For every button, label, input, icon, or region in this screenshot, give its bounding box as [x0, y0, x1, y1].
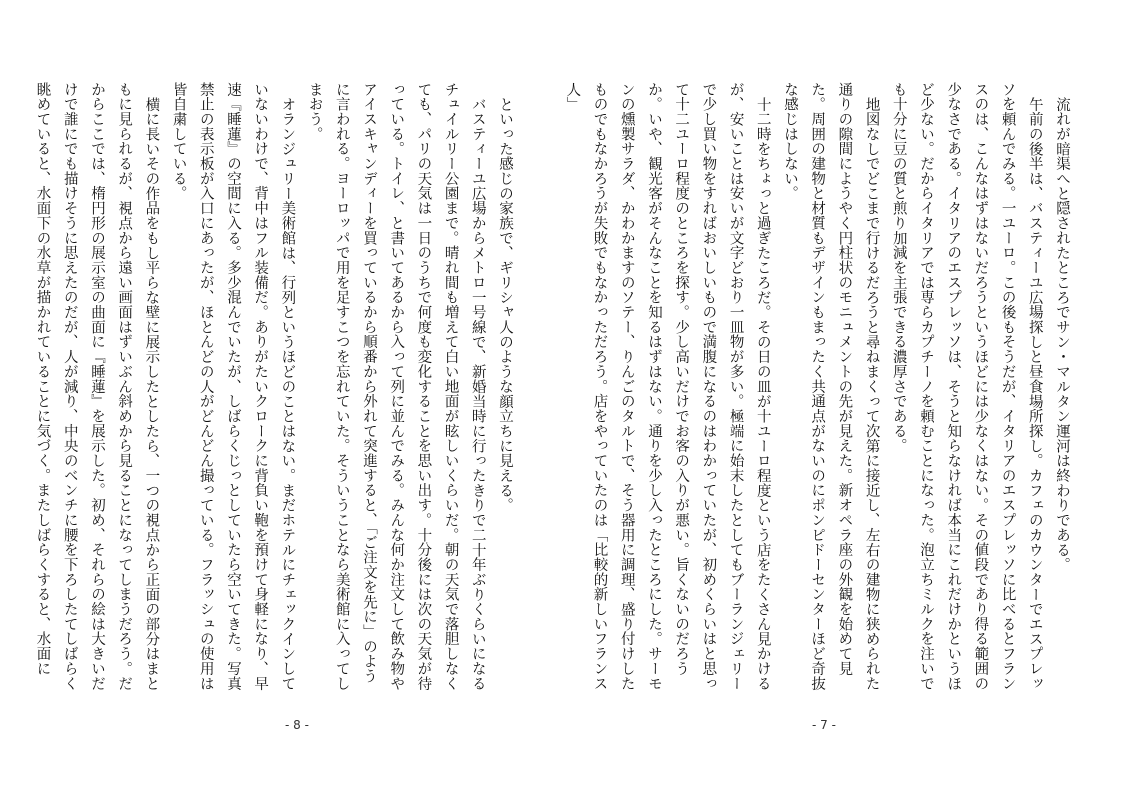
- page-left-body: [34, 82, 518, 694]
- paragraph: 流れが暗渠へと隠されたところでサン・マルタン運河は終わりである。: [1054, 96, 1070, 572]
- page-right: [562, 0, 1123, 794]
- paragraph: バスティーユ広場からメトロ一号線で、新婚当時に行ったきりで二十年ぶりくらいになるチュイルリー公園まで。晴れ間も増えて白い地面が眩しいくらいだ。朝の天気で落胆しなくても、パリの天気は一日のうちで何度も変化することを思い出す。十分後には次の天気が待っている。トイレ、と書いてあるから入って列に並んでみる。みんな何か注文して飲み物やアイスキャンディーを買っているから順番から外れて突進すると、「ご注文を先に」のように言われる。ヨーロッパで用を足すこつを忘れていた。そういうことなら美術館に入ってしまおう。: [306, 82, 486, 691]
- page-number: - 8 -: [285, 718, 309, 732]
- page-right-body: [564, 82, 1075, 694]
- paragraph: 地図なしでどこまで行けるだろうと尋ねまくって次第に接近し、左右の建物に狭められた通りの隙間にようやく円柱状のモニュメントの先が見えた。新オペラ座の外観を始めて見た。周囲の建物と材質もデザインもまったく共通点がないのにポンピドーセンターほど奇抜な感じはしない。: [781, 82, 880, 691]
- paragraph: 十二時をちょっと過ぎたころだ。その日の皿が十ユーロ程度という店をたくさん見かけるが、安いことは安いが文字どおり一皿物が多い。極端に始末したとしてもブーランジェリーで少し買い物をすればおいしいもので満腹になるのはわかっていたが、初めくらいはと思って十二ユーロ程度のところを探す。少し高いだけでお客の入りが悪い。旨くないのだろうか。いや、観光客がそんなことを知るはずはない。通りを少し入ったところにした。サーモンの燻製サラダ、かわかますのソテー、りんごのタルトで、そう器用に調理、盛り付けしたものでもなかろうが失敗でもなかっただろう。店をやっていたのは「比較的新しいフランス人」: [564, 82, 771, 691]
- paragraph: オランジュリー美術館は、行列というほどのことはない。まだホテルにチェックインしていないわけで、背中はフル装備だ。ありがたいクロークに背負い鞄を預けて身軽になり、早速『睡蓮』の空間に入る。多少混んでいたが、しばらくじっとしていたら空いてきた。写真禁止の表示板が入口にあったが、ほとんどの人がどんどん撮っている。フラッシュの使用は皆自粛している。: [170, 82, 296, 691]
- paragraph: といった感じの家族で、ギリシャ人のような顔立ちに見える。: [497, 96, 513, 513]
- page-number: - 7 -: [812, 718, 836, 732]
- page-left: [0, 0, 561, 794]
- paragraph: 午前の後半は、バスティーユ広場探しと昼食場所探し。カフェのカウンターでエスプレッソを頼んでみる。一ユーロ。この後もそうだが、イタリアのエスプレッソに比べるとフランスのは、こんなはずはないだろうというほどには少なくはない。その値段であり得る範囲の少なさである。イタリアのエスプレッソは、そうと知らなければ本当にこれだけかというほど少ない。だからイタリアでは専らカプチーノを頼むことになった。泡立ちミルクを注いでも十分に豆の質と煎り加減を主張できる濃厚さである。: [890, 82, 1043, 691]
- paragraph: 横に長いその作品をもし平らな壁に展示したとしたら、一つの視点から正面の部分はまともに見られるが、視点から遠い画面はずいぶん斜めから見ることになってしまうだろう。だからここでは、楕円形の展示室の曲面に『睡蓮』を展示した。初め、それらの絵は大きいだけで誰にでも描けそうに思えたのだが、人が減り、中央のベンチに腰を下ろしたてしばらく眺めていると、水面下の水草が描かれていることに気づく。またしばらくすると、水面に: [34, 82, 160, 691]
